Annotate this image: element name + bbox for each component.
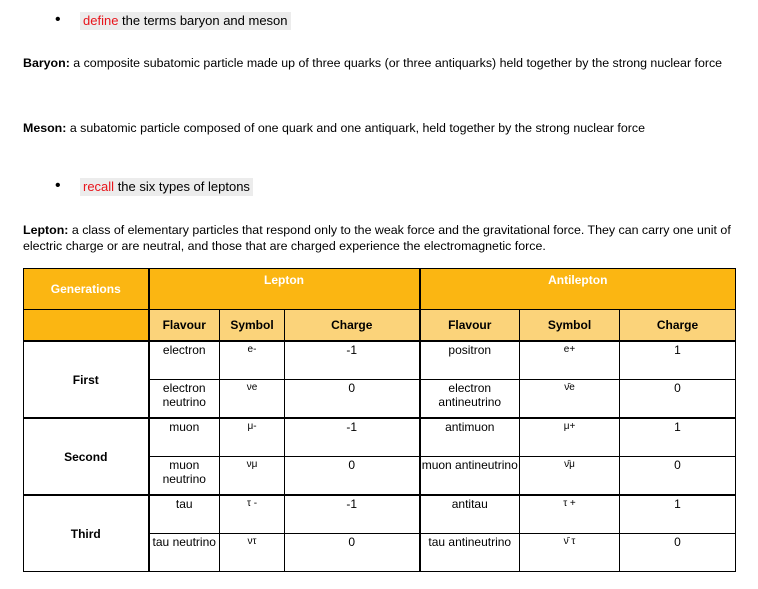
objective-text: the six types of leptons xyxy=(114,179,250,194)
anti-charge-cell: 1 xyxy=(620,495,736,534)
meson-definition xyxy=(23,120,735,136)
flavour-cell: tau neutrino xyxy=(149,534,220,572)
anti-charge-cell: 0 xyxy=(620,380,736,419)
lepton-definition xyxy=(23,222,735,254)
lepton-label: Lepton xyxy=(264,273,304,287)
generations-header xyxy=(24,269,149,310)
generation-name: First xyxy=(24,341,149,418)
charge-cell: 0 xyxy=(285,457,420,496)
flavour-cell: electron neutrino xyxy=(149,380,220,419)
col-header: Flavour xyxy=(149,310,220,342)
symbol-cell: e- xyxy=(220,341,285,380)
antilepton-header xyxy=(420,269,736,310)
anti-charge-cell: 1 xyxy=(620,341,736,380)
symbol-cell: τ - xyxy=(220,495,285,534)
anti-charge-cell: 0 xyxy=(620,457,736,496)
symbol-cell: ντ xyxy=(220,534,285,572)
charge-cell: -1 xyxy=(285,341,420,380)
flavour-cell: electron xyxy=(149,341,220,380)
table-row xyxy=(24,495,736,534)
meson-term: Meson: xyxy=(23,121,67,135)
generations-header-fill xyxy=(24,310,149,342)
symbol-cell: νμ xyxy=(220,457,285,496)
objective-text: the terms baryon and meson xyxy=(118,13,288,28)
col-header: Flavour xyxy=(420,310,520,342)
anti-flavour-cell: electron antineutrino xyxy=(420,380,520,419)
lepton-header xyxy=(149,269,420,310)
anti-symbol-cell: ν̄e xyxy=(520,380,620,419)
flavour-cell: muon neutrino xyxy=(149,457,220,496)
anti-flavour-cell: positron xyxy=(420,341,520,380)
antilepton-label: Antilepton xyxy=(548,273,608,287)
objective-define xyxy=(80,12,291,30)
flavour-cell: tau xyxy=(149,495,220,534)
anti-symbol-cell: ν̄ τ xyxy=(520,534,620,572)
anti-symbol-cell: e+ xyxy=(520,341,620,380)
generation-name: Second xyxy=(24,418,149,495)
anti-flavour-cell: antitau xyxy=(420,495,520,534)
col-header: Symbol xyxy=(220,310,285,342)
anti-symbol-cell: τ + xyxy=(520,495,620,534)
col-header: Symbol xyxy=(520,310,620,342)
charge-cell: -1 xyxy=(285,418,420,457)
objective-verb: define xyxy=(83,13,119,28)
objective-verb: recall xyxy=(83,179,115,194)
lepton-text: a class of elementary particles that respond only to the weak force and the gravitational force. They can carry one unit of electric charge or are neutral, and those that are charged experience the electromagnetic force. xyxy=(23,223,731,253)
table-row xyxy=(24,418,736,457)
anti-flavour-cell: tau antineutrino xyxy=(420,534,520,572)
symbol-cell: μ- xyxy=(220,418,285,457)
baryon-definition xyxy=(23,55,735,71)
baryon-text: a composite subatomic particle made up of three quarks (or three antiquarks) held together by the strong nuclear force xyxy=(69,56,723,70)
generations-label: Generations xyxy=(50,282,121,296)
bullet-dot: • xyxy=(55,177,61,194)
anti-symbol-cell: μ+ xyxy=(520,418,620,457)
col-header: Charge xyxy=(620,310,736,342)
meson-text: a subatomic particle composed of one quark and one antiquark, held together by the strong nuclear force xyxy=(66,121,645,135)
anti-flavour-cell: muon antineutrino xyxy=(420,457,520,496)
anti-charge-cell: 0 xyxy=(620,534,736,572)
objective-recall xyxy=(80,178,253,196)
baryon-term: Baryon: xyxy=(23,56,70,70)
anti-charge-cell: 1 xyxy=(620,418,736,457)
lepton-table xyxy=(23,268,736,572)
symbol-cell: νe xyxy=(220,380,285,419)
generation-name: Third xyxy=(24,495,149,572)
bullet-dot: • xyxy=(55,11,61,28)
table-row xyxy=(24,341,736,380)
col-header: Charge xyxy=(285,310,420,342)
anti-flavour-cell: antimuon xyxy=(420,418,520,457)
charge-cell: -1 xyxy=(285,495,420,534)
charge-cell: 0 xyxy=(285,534,420,572)
lepton-term: Lepton: xyxy=(23,223,69,237)
anti-symbol-cell: ν̄μ xyxy=(520,457,620,496)
charge-cell: 0 xyxy=(285,380,420,419)
flavour-cell: muon xyxy=(149,418,220,457)
